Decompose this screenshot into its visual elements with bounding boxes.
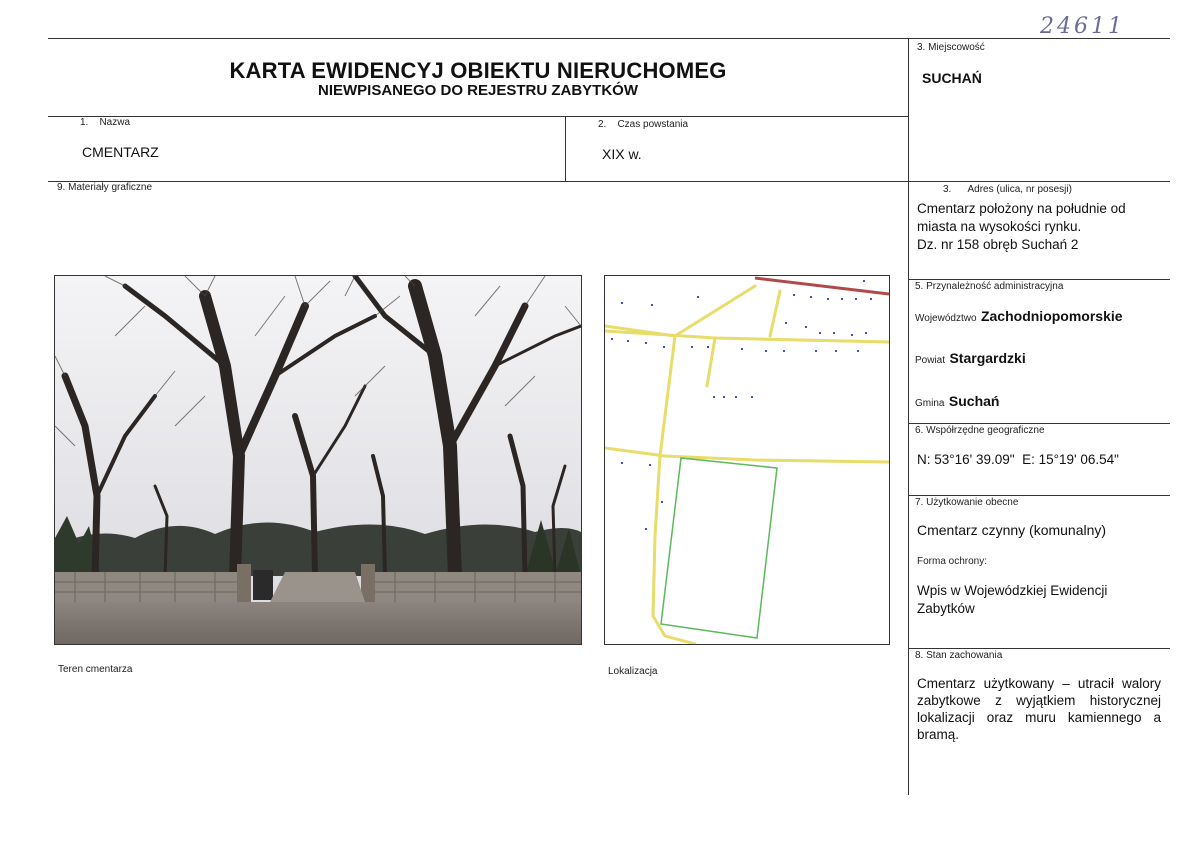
handwritten-number: 24611 bbox=[1040, 14, 1125, 39]
date-label: 2. Czas powstania bbox=[598, 119, 689, 130]
name-row-bottom-border bbox=[48, 181, 1170, 182]
photo-caption: Teren cmentarza bbox=[58, 664, 133, 675]
condition-text bbox=[917, 675, 1161, 743]
condition-line: bramą. bbox=[917, 727, 960, 742]
cemetery-photo bbox=[54, 275, 582, 645]
voivodeship-value: Zachodniopomorskie bbox=[980, 308, 1123, 324]
coords-bottom-border bbox=[908, 495, 1170, 496]
protection-line: Wpis w Wojewódzkiej Ewidencji bbox=[917, 583, 1108, 598]
top-border bbox=[48, 38, 1170, 39]
card-subtitle: NIEWPISANEGO DO REJESTRU ZABYTKÓW bbox=[317, 82, 639, 99]
coordinates-label: 6. Współrzędne geograficzne bbox=[915, 425, 1045, 436]
right-column-divider bbox=[908, 38, 909, 795]
condition-line: lokalizacji oraz muru kamiennego a bbox=[917, 710, 1161, 725]
voivodeship-label: Województwo bbox=[915, 313, 977, 324]
locality-label: 3. Miejscowość bbox=[917, 42, 985, 53]
name-date-divider bbox=[565, 116, 566, 182]
cemetery-photo-drawing bbox=[55, 276, 581, 644]
card-title: KARTA EWIDENCYJ OBIEKTU NIERUCHOMEG bbox=[229, 58, 727, 83]
voivodeship-row bbox=[915, 308, 1123, 326]
address-bottom-border bbox=[908, 279, 1170, 280]
usage-bottom-border bbox=[908, 648, 1170, 649]
name-label: 1. Nazwa bbox=[80, 117, 131, 128]
county-row bbox=[915, 350, 1026, 368]
admin-bottom-border bbox=[908, 423, 1170, 424]
condition-line: Cmentarz użytkowany – utracił walory bbox=[917, 676, 1161, 691]
admin-label: 5. Przynależność administracyjna bbox=[915, 281, 1064, 292]
commune-value: Suchań bbox=[948, 393, 1000, 409]
header-bottom-border bbox=[48, 116, 908, 117]
coordinates-value: N: 53°16' 39.09" E: 15°19' 06.54" bbox=[917, 452, 1119, 467]
name-value: CMENTARZ bbox=[82, 144, 159, 160]
location-map-drawing bbox=[605, 276, 889, 644]
condition-line: zabytkowe z wyjątkiem historycznej bbox=[917, 693, 1161, 708]
protection-label: Forma ochrony: bbox=[917, 556, 988, 567]
protection-line: Zabytków bbox=[917, 601, 975, 616]
address-line: Dz. nr 158 obręb Suchań 2 bbox=[917, 237, 1079, 252]
county-value: Stargardzki bbox=[949, 350, 1026, 366]
address-line: Cmentarz położony na południe od bbox=[917, 201, 1126, 216]
address-text bbox=[917, 200, 1167, 254]
commune-row bbox=[915, 393, 999, 411]
usage-label: 7. Użytkowanie obecne bbox=[915, 497, 1019, 508]
locality-value: SUCHAŃ bbox=[922, 70, 982, 86]
address-label: 3. Adres (ulica, nr posesji) bbox=[943, 184, 1072, 195]
commune-label: Gmina bbox=[915, 398, 945, 409]
condition-label: 8. Stan zachowania bbox=[915, 650, 1003, 661]
date-value: XIX w. bbox=[602, 146, 642, 162]
map-caption: Lokalizacja bbox=[608, 666, 658, 677]
location-map bbox=[604, 275, 890, 645]
usage-value: Cmentarz czynny (komunalny) bbox=[917, 522, 1107, 538]
protection-text bbox=[917, 582, 1167, 618]
graphic-materials-label: 9. Materiały graficzne bbox=[57, 182, 153, 193]
county-label: Powiat bbox=[915, 355, 946, 366]
address-line: miasta na wysokości rynku. bbox=[917, 219, 1082, 234]
